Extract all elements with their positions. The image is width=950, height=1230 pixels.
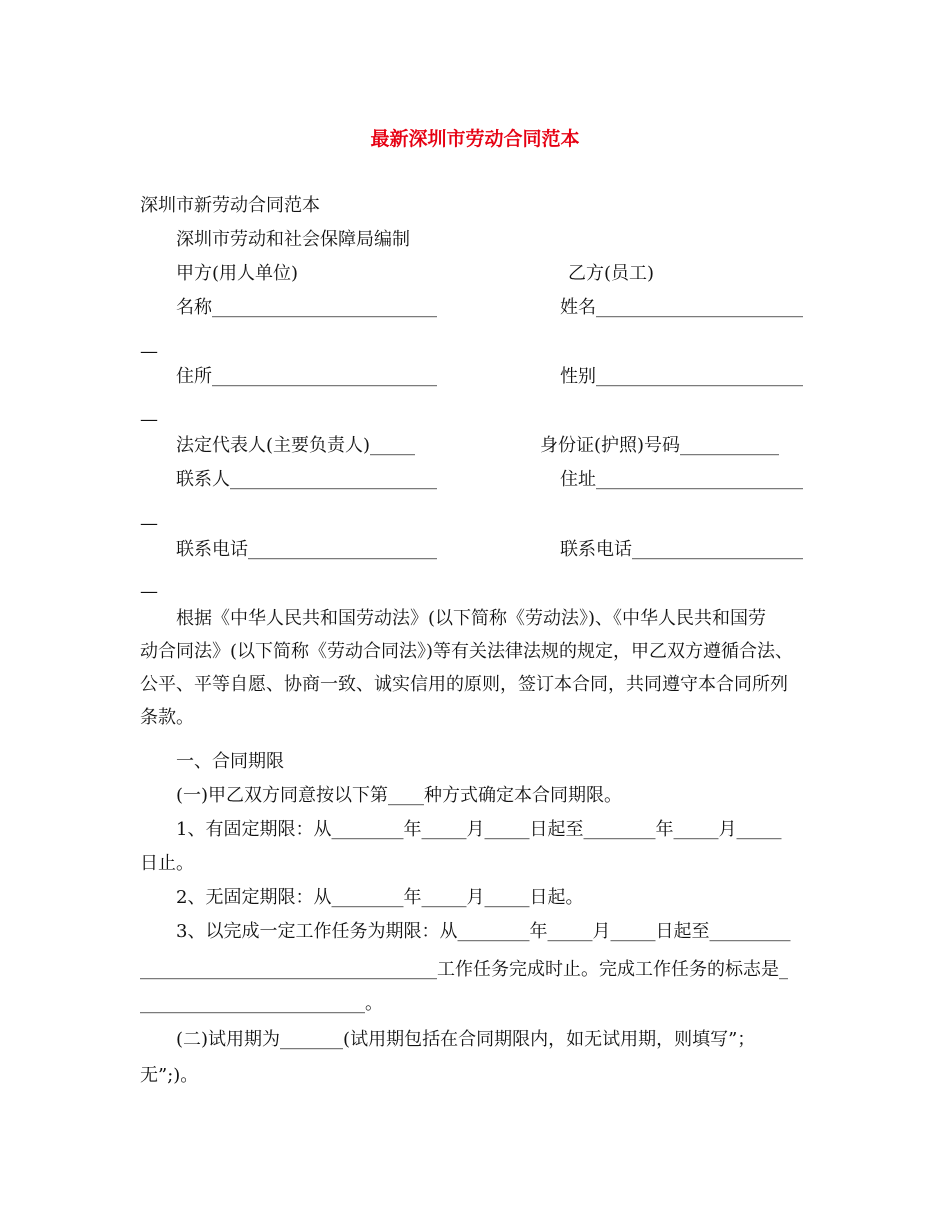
id-number-field: 身份证(护照)号码___________ — [540, 435, 780, 456]
intro-line: 条款。 — [140, 707, 194, 728]
item-task-term: 3、以完成一定工作任务为期限：从________年_____月_____日起至_________ — [176, 921, 791, 942]
party-a-address-field: 住所_________________________ — [176, 366, 437, 387]
item-fixed-term-cont: 日止。 — [140, 853, 194, 874]
party-b-name-field: 姓名_______________________ — [560, 297, 803, 318]
intro-line: 公平、平等自愿、协商一致、诚实信用的原则，签订本合同，共同遵守本合同所列 — [140, 674, 788, 695]
party-b-gender-field: 性别_______________________ — [560, 366, 803, 387]
section-contract-term: 一、合同期限 — [176, 751, 284, 772]
legal-representative-field: 法定代表人(主要负责人)_____ — [176, 435, 416, 456]
clause-probation: (二)试用期为_______(试用期包括在合同期限内，如无试用期，则填写”； — [176, 1029, 756, 1050]
item-task-term-cont: _________________________________工作任务完成时止。完成工作任务的标志是_ — [140, 959, 788, 980]
dash-mark: — — [140, 409, 158, 430]
item-fixed-term: 1、有固定期限：从________年_____月_____日起至________年_____月_____ — [176, 819, 782, 840]
intro-line: 根据《中华人民共和国劳动法》(以下简称《劳动法》)、《中华人民共和国劳 — [176, 608, 767, 629]
clause-probation-cont: 无”;)。 — [140, 1065, 199, 1086]
item-open-term: 2、无固定期限：从________年_____月_____日起。 — [176, 887, 584, 908]
party-a-label: 甲方(用人单位) — [176, 263, 299, 284]
dash-mark: — — [140, 341, 158, 362]
party-a-phone-field: 联系电话_____________________ — [176, 539, 437, 560]
item-task-term-end: _________________________。 — [140, 993, 383, 1014]
clause-term-method: (一)甲乙双方同意按以下第____种方式确定本合同期限。 — [176, 785, 623, 806]
party-a-contact-field: 联系人_______________________ — [176, 469, 437, 490]
document-heading: 深圳市新劳动合同范本 — [140, 195, 320, 216]
party-b-phone-field: 联系电话___________________ — [560, 539, 803, 560]
party-b-label: 乙方(员工) — [568, 263, 655, 284]
party-a-name-field: 名称_________________________ — [176, 297, 437, 318]
party-b-address-field: 住址_______________________ — [560, 469, 803, 490]
dash-mark: — — [140, 513, 158, 534]
document-title: 最新深圳市劳动合同范本 — [370, 128, 580, 150]
dash-mark: — — [140, 581, 158, 602]
document-subheading: 深圳市劳动和社会保障局编制 — [176, 229, 410, 250]
intro-paragraph — [140, 602, 812, 734]
intro-line: 动合同法》(以下简称《劳动合同法》)等有关法律法规的规定，甲乙双方遵循合法、 — [140, 641, 794, 662]
